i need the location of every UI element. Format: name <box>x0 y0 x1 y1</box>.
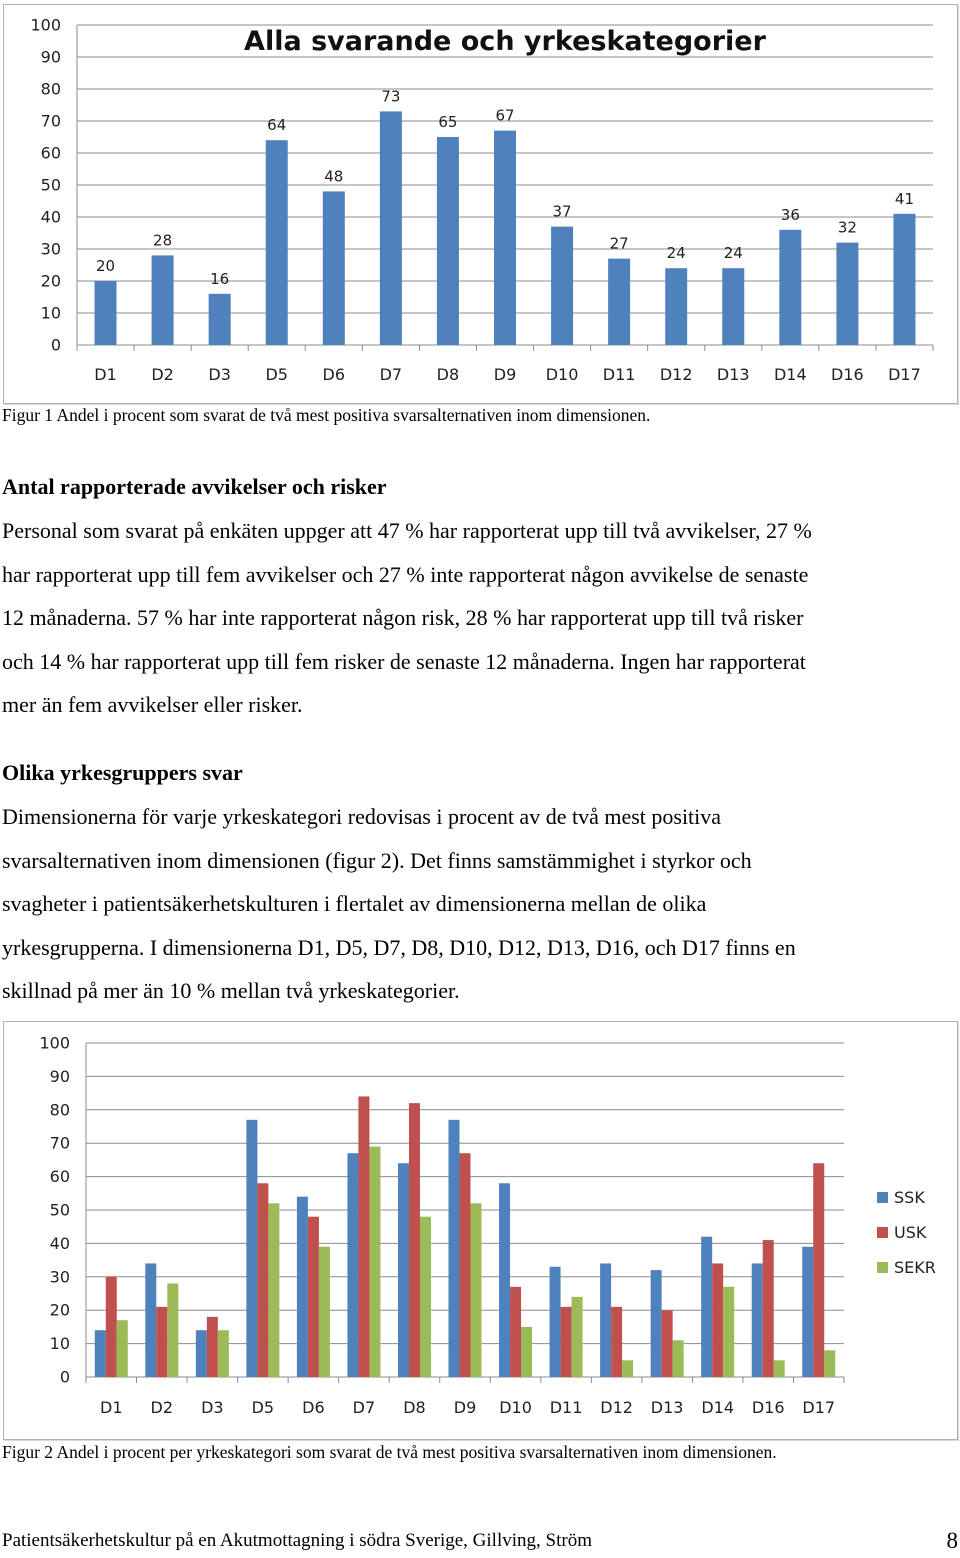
y-tick-label: 40 <box>49 1233 70 1253</box>
paragraph-line: skillnad på mer än 10 % mellan två yrkeskategorier. <box>2 978 460 1004</box>
bar-sekr <box>521 1327 532 1377</box>
bar-ssk <box>398 1163 409 1377</box>
x-tick-label: D8 <box>436 365 460 384</box>
legend-swatch-usk <box>877 1227 888 1238</box>
y-tick-label: 20 <box>40 271 61 291</box>
data-label: 48 <box>324 167 344 186</box>
paragraph-line: och 14 % har rapporterat upp till fem risker de senaste 12 månaderna. Ingen har rapporterat <box>2 648 806 674</box>
data-label: 67 <box>495 106 515 125</box>
y-tick-label: 100 <box>39 1033 70 1053</box>
paragraph-line: 12 månaderna. 57 % har inte rapporterat någon risk, 28 % har rapporterat upp till två risker <box>2 605 804 631</box>
bar-usk <box>106 1277 117 1377</box>
bar-usk <box>763 1240 774 1377</box>
bar-sekr <box>369 1147 380 1377</box>
bar-usk <box>358 1096 369 1377</box>
data-label: 27 <box>609 234 629 253</box>
page-number: 8 <box>946 1528 958 1553</box>
data-label: 24 <box>723 244 743 263</box>
bar-usk <box>409 1103 420 1377</box>
data-label: 65 <box>438 113 458 131</box>
page-footer: Patientsäkerhetskultur på en Akutmottagning i södra Sverige, Gillving, Ström <box>2 1530 592 1551</box>
bar-ssk <box>600 1263 611 1377</box>
y-tick-label: 90 <box>49 1066 70 1086</box>
bar <box>437 137 459 345</box>
bar <box>551 227 573 345</box>
bar-ssk <box>196 1330 207 1377</box>
y-tick-label: 10 <box>49 1334 70 1354</box>
bar-ssk <box>449 1120 460 1377</box>
x-tick-label: D3 <box>208 365 231 384</box>
bar-ssk <box>347 1153 358 1377</box>
bar-usk <box>510 1287 521 1377</box>
figure-1-chart <box>3 4 958 404</box>
figure-1-caption: Figur 1 Andel i procent som svarat de två mest positiva svarsalternativen inom dimensionen. <box>2 405 651 425</box>
x-tick-label: D11 <box>602 365 636 384</box>
bar <box>836 243 858 345</box>
bar-usk <box>308 1217 319 1377</box>
bar <box>665 268 687 345</box>
paragraph-line: yrkesgrupperna. I dimensionerna D1, D5, D7, D8, D10, D12, D13, D16, och D17 finns en <box>2 934 796 960</box>
bar-usk <box>207 1317 218 1377</box>
bar-usk <box>460 1153 471 1377</box>
x-tick-label: D12 <box>600 1398 633 1417</box>
bar-sekr <box>420 1217 431 1377</box>
bar-usk <box>561 1307 572 1377</box>
x-tick-label: D16 <box>751 1398 785 1417</box>
bar <box>893 214 915 345</box>
y-tick-label: 0 <box>50 335 61 355</box>
x-tick-label: D3 <box>201 1398 224 1417</box>
legend-label-sekr: SEKR <box>894 1258 936 1277</box>
x-tick-label: D2 <box>150 1398 174 1417</box>
figure-1-svg <box>4 5 957 403</box>
bar-sekr <box>471 1203 482 1377</box>
x-tick-label: D10 <box>499 1398 532 1417</box>
section-paragraph-yrkesgrupper <box>2 795 952 1013</box>
bar-ssk <box>499 1183 510 1377</box>
paragraph-line: har rapporterat upp till fem avvikelser och 27 % inte rapporterat någon avvikelse de senaste <box>2 561 809 587</box>
bar-ssk <box>550 1267 561 1377</box>
y-tick-label: 90 <box>40 47 61 67</box>
data-label: 37 <box>552 202 572 221</box>
x-tick-label: D7 <box>352 1398 376 1417</box>
x-tick-label: D12 <box>659 365 693 384</box>
bar-sekr <box>622 1360 633 1377</box>
x-tick-label: D1 <box>94 365 117 384</box>
x-tick-label: D17 <box>802 1398 836 1417</box>
x-tick-label: D17 <box>888 365 921 384</box>
x-tick-label: D6 <box>322 365 346 384</box>
bar-usk <box>662 1310 673 1377</box>
section-paragraph-avvikelser <box>2 509 952 727</box>
paragraph-line: Dimensionerna för varje yrkeskategori redovisas i procent av de två mest positiva <box>2 804 722 829</box>
legend-swatch-ssk <box>877 1192 888 1203</box>
y-tick-label: 70 <box>40 111 61 131</box>
x-tick-label: D14 <box>701 1398 735 1417</box>
bar-sekr <box>319 1247 330 1377</box>
paragraph-line: svarsalternativen inom dimensionen (figur 2). Det finns samstämmighet i styrkor och <box>2 847 752 873</box>
bar-ssk <box>145 1263 156 1377</box>
y-tick-label: 80 <box>40 79 61 99</box>
y-tick-label: 40 <box>40 207 61 227</box>
data-label: 36 <box>780 205 800 224</box>
y-tick-label: 60 <box>49 1167 70 1187</box>
bar <box>722 268 744 345</box>
x-tick-label: D8 <box>403 1398 426 1417</box>
bar <box>266 140 288 345</box>
y-tick-label: 20 <box>49 1300 70 1320</box>
data-label: 64 <box>267 116 287 135</box>
x-tick-label: D6 <box>302 1398 325 1417</box>
bar <box>152 255 174 345</box>
bar-ssk <box>651 1270 662 1377</box>
bar-sekr <box>673 1340 684 1377</box>
paragraph-line: svagheter i patientsäkerhetskulturen i flertalet av dimensionerna mellan de olika <box>2 891 707 917</box>
figure-2-caption: Figur 2 Andel i procent per yrkeskategori som svarat de två mest positiva svarsalternativen inom dimensionen. <box>2 1442 777 1462</box>
bar <box>494 131 516 345</box>
bar-usk <box>712 1263 723 1377</box>
bar-ssk <box>802 1247 813 1377</box>
y-tick-label: 80 <box>49 1100 70 1120</box>
y-tick-label: 0 <box>59 1367 70 1387</box>
figure-2-chart <box>3 1021 958 1440</box>
y-tick-label: 10 <box>40 303 61 323</box>
x-tick-label: D9 <box>453 1398 477 1417</box>
section-heading-yrkesgrupper: Olika yrkesgruppers svar <box>2 760 243 785</box>
data-label: 24 <box>666 244 686 263</box>
bar-usk <box>611 1307 622 1377</box>
data-label: 41 <box>894 189 915 208</box>
legend-swatch-sekr <box>877 1262 888 1273</box>
bar <box>380 111 402 345</box>
x-tick-label: D5 <box>251 1398 275 1417</box>
bar-usk <box>257 1183 268 1377</box>
bar-sekr <box>268 1203 279 1377</box>
bar-sekr <box>167 1283 178 1377</box>
paragraph-line: Personal som svarat på enkäten uppger att 47 % har rapporterat upp till två avvikelser, 27 % <box>2 518 812 543</box>
y-tick-label: 50 <box>40 175 61 195</box>
legend-label-ssk: SSK <box>894 1188 925 1207</box>
chart-title: Alla svarande och yrkeskategorier <box>244 26 766 57</box>
data-label: 28 <box>153 231 173 250</box>
bar-usk <box>813 1163 824 1377</box>
y-tick-label: 30 <box>49 1267 70 1287</box>
x-tick-label: D1 <box>100 1398 123 1417</box>
y-tick-label: 60 <box>40 143 61 163</box>
x-tick-label: D2 <box>151 365 174 384</box>
y-tick-label: 70 <box>49 1133 70 1153</box>
legend-label-usk: USK <box>894 1223 927 1242</box>
x-tick-label: D5 <box>265 365 288 384</box>
y-tick-label: 30 <box>40 239 61 259</box>
data-label: 73 <box>381 87 401 106</box>
bar-sekr <box>723 1287 734 1377</box>
bar-ssk <box>95 1330 106 1377</box>
bar <box>608 259 630 345</box>
bar-sekr <box>572 1297 583 1377</box>
bar-ssk <box>297 1197 308 1377</box>
x-tick-label: D13 <box>650 1398 684 1417</box>
bar-sekr <box>218 1330 229 1377</box>
x-tick-label: D10 <box>545 365 579 384</box>
x-tick-label: D13 <box>716 365 750 384</box>
bar-ssk <box>701 1237 712 1377</box>
bar <box>95 281 117 345</box>
y-tick-label: 50 <box>49 1200 70 1220</box>
x-tick-label: D9 <box>493 365 517 384</box>
x-tick-label: D7 <box>379 365 403 384</box>
data-label: 16 <box>210 269 230 288</box>
bar-sekr <box>824 1350 835 1377</box>
paragraph-line: mer än fem avvikelser eller risker. <box>2 692 303 718</box>
x-tick-label: D16 <box>831 365 864 384</box>
bar <box>209 294 231 345</box>
bar-ssk <box>246 1120 257 1377</box>
bar <box>323 191 345 345</box>
bar-sekr <box>774 1360 785 1377</box>
x-tick-label: D11 <box>549 1398 583 1417</box>
bar-ssk <box>752 1263 763 1377</box>
figure-2-svg <box>4 1022 957 1439</box>
bar <box>779 230 801 345</box>
bar-usk <box>156 1307 167 1377</box>
x-tick-label: D14 <box>773 365 807 384</box>
bar-sekr <box>117 1320 128 1377</box>
section-heading-avvikelser: Antal rapporterade avvikelser och risker <box>2 474 387 499</box>
data-label: 20 <box>95 257 116 275</box>
data-label: 32 <box>837 218 857 237</box>
y-tick-label: 100 <box>30 15 61 35</box>
